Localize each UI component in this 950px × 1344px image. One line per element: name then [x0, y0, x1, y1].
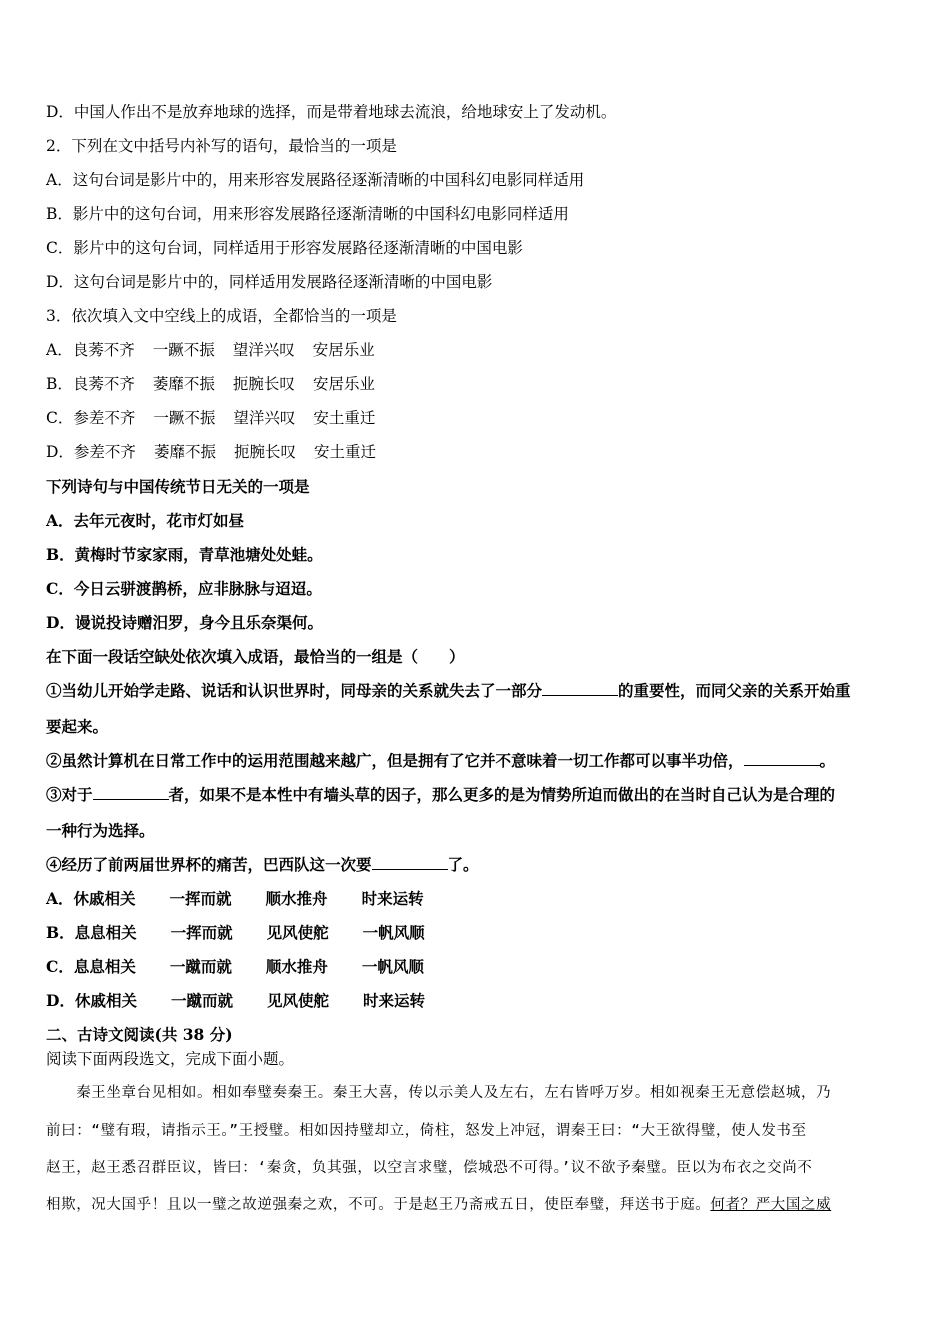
q5-b-idiom-2: 一挥而就 [170, 923, 233, 942]
q5-stem: 在下面一段话空缺处依次填入成语，最恰当的一组是（ ） [46, 647, 465, 666]
q5-s4-text-b: 了。 [447, 855, 479, 874]
q5-d-idiom-4: 时来运转 [362, 991, 425, 1010]
q3-d-idiom-2: 萎靡不振 [153, 443, 216, 461]
fill-blank [744, 751, 820, 766]
q2-option-d: D．这句台词是影片中的，同样适用发展路径逐渐清晰的中国电影 [46, 273, 493, 291]
q5-option-c [46, 957, 912, 977]
fill-blank [93, 785, 169, 800]
q2-option-a: A．这句台词是影片中的，用来形容发展路径逐渐清晰的中国科幻电影同样适用 [46, 171, 585, 189]
q5-c-idiom-3: 顺水推舟 [265, 957, 328, 976]
q3-c-idiom-4: 安土重迁 [313, 409, 376, 427]
fill-blank [542, 681, 618, 696]
q5-option-b [46, 923, 912, 943]
section-2-title: 二、古诗文阅读(共 38 分) [46, 1025, 233, 1044]
q3-c-idiom-3: 望洋兴叹 [233, 409, 296, 427]
section-2-intro: 阅读下面两段选文，完成下面小题。 [46, 1050, 295, 1068]
q3-a-idiom-3: 望洋兴叹 [232, 341, 295, 359]
q5-sentence-3-cont: 一种行为选择。 [46, 821, 155, 840]
q5-s3-text-b: 者，如果不是本性中有墙头草的因子，那么更多的是为情势所迫而做出的在当时自己认为是合理的 [168, 785, 836, 804]
q3-option-d [46, 442, 912, 462]
q5-c-idiom-4: 一帆风顺 [361, 957, 424, 976]
q5-s1-text-a: ①当幼儿开始学走路、说话和认识世界时，同母亲的关系就失去了一部分 [46, 681, 543, 700]
q5-a-idiom-4: 时来运转 [361, 889, 424, 908]
q5-sentence-1 [46, 681, 912, 701]
q5-s2-text-a: ②虽然计算机在日常工作中的运用范围越来越广，但是拥有了它并不意味着一切工作都可以事半功倍， [46, 751, 744, 770]
q3-option-c [46, 408, 912, 428]
q3-option-b [46, 374, 912, 394]
q3-option-a [46, 340, 912, 360]
q5-b-idiom-4: 一帆风顺 [362, 923, 425, 942]
q5-sentence-1-cont: 要起来。 [46, 717, 109, 736]
q3-c-idiom-1: C．参差不齐 [46, 409, 136, 427]
q5-option-a [46, 889, 912, 909]
q4-option-a: A．去年元夜时，花市灯如昼 [46, 511, 245, 530]
underlined-sentence: 何者？严大国之威 [710, 1197, 832, 1213]
q5-a-idiom-3: 顺水推舟 [265, 889, 328, 908]
q5-option-d [46, 991, 912, 1011]
q3-b-idiom-4: 安居乐业 [312, 375, 375, 393]
passage-line-1: 秦王坐章台见相如。相如奉璧奏秦王。秦王大喜，传以示美人及左右，左右皆呼万岁。相如视秦王无意偿赵城，乃 [46, 1085, 832, 1101]
q2-stem: 2．下列在文中括号内补写的语句，最恰当的一项是 [46, 137, 397, 155]
q2-option-b: B．影片中的这句台词，用来形容发展路径逐渐清晰的中国科幻电影同样适用 [46, 205, 569, 223]
q5-b-idiom-1: B．息息相关 [46, 923, 137, 942]
q5-c-idiom-2: 一蹴而就 [169, 957, 232, 976]
q5-sentence-4 [46, 855, 912, 875]
q5-a-idiom-2: 一挥而就 [169, 889, 232, 908]
q5-s3-text-a: ③对于 [46, 785, 93, 804]
q5-s4-text-a: ④经历了前两届世界杯的痛苦，巴西队这一次要 [46, 855, 372, 874]
fill-blank [372, 855, 448, 870]
q3-d-idiom-3: 扼腕长叹 [233, 443, 296, 461]
passage-line-3: 赵王，赵王悉召群臣议，皆曰：‘秦贪，负其强，以空言求璧，偿城恐不可得。’议不欲予秦璧。臣以为布衣之交尚不 [46, 1160, 813, 1176]
q3-b-idiom-3: 扼腕长叹 [232, 375, 295, 393]
q3-b-idiom-1: B．良莠不齐 [46, 375, 135, 393]
q3-d-idiom-4: 安土重迁 [313, 443, 376, 461]
q3-a-idiom-2: 一蹶不振 [152, 341, 215, 359]
q5-sentence-3 [46, 785, 912, 805]
q5-d-idiom-3: 见风使舵 [266, 991, 329, 1010]
q4-option-b: B．黄梅时节家家雨，青草池塘处处蛙。 [46, 545, 323, 564]
q5-a-idiom-1: A．休戚相关 [46, 889, 136, 908]
q2-option-c: C．影片中的这句台词，同样适用于形容发展路径逐渐清晰的中国电影 [46, 239, 523, 257]
q5-sentence-2 [46, 751, 912, 771]
q4-stem: 下列诗句与中国传统节日无关的一项是 [46, 477, 310, 496]
q3-a-idiom-1: A．良莠不齐 [46, 341, 135, 359]
passage-line-2: 前曰：“璧有瑕，请指示王。”王授璧。相如因持璧却立，倚柱，怒发上冲冠，谓秦王曰：“大王欲得璧，使人发书至 [46, 1123, 807, 1139]
q5-b-idiom-3: 见风使舵 [266, 923, 329, 942]
q5-s1-text-b: 的重要性，而同父亲的关系开始重 [618, 681, 851, 700]
passage-line-4-text: 相欺，况大国乎！且以一璧之故逆强秦之欢，不可。于是赵王乃斋戒五日，使臣奉璧，拜送书于庭。 [46, 1197, 711, 1213]
q1-option-d: D．中国人作出不是放弃地球的选择，而是带着地球去流浪，给地球安上了发动机。 [46, 103, 617, 121]
q3-stem: 3．依次填入文中空线上的成语，全都恰当的一项是 [46, 307, 397, 325]
q5-s2-text-b: 。 [819, 751, 836, 770]
q4-option-d: D．谩说投诗赠汨罗，身今且乐奈渠何。 [46, 613, 323, 632]
q5-d-idiom-1: D．休戚相关 [46, 991, 137, 1010]
q3-a-idiom-4: 安居乐业 [312, 341, 375, 359]
passage-line-4 [46, 1195, 906, 1215]
q4-option-c: C．今日云骈渡鹊桥，应非脉脉与迢迢。 [46, 579, 322, 598]
q5-c-idiom-1: C．息息相关 [46, 957, 136, 976]
q3-d-idiom-1: D．参差不齐 [46, 443, 136, 461]
q5-d-idiom-2: 一蹴而就 [170, 991, 233, 1010]
q3-b-idiom-2: 萎靡不振 [152, 375, 215, 393]
q3-c-idiom-2: 一蹶不振 [153, 409, 216, 427]
